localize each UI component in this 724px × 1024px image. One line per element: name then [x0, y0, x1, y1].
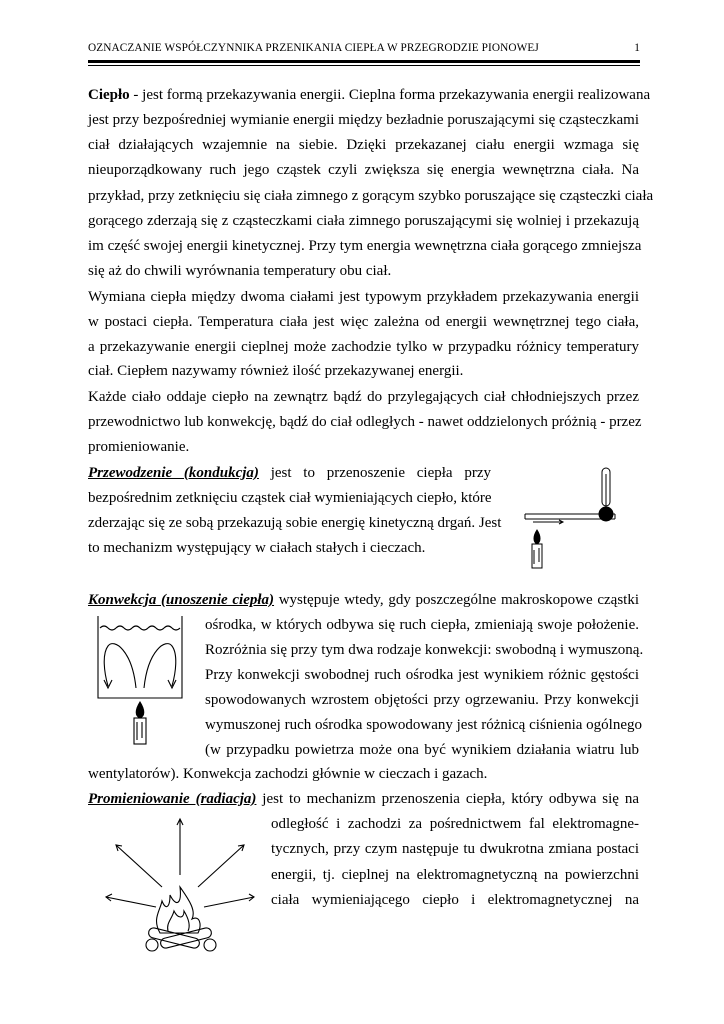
radiation-line: tycznych, przy czym następuje tu dwukrotna zmiana postaci — [271, 841, 639, 857]
convection-line: ośrodka, w których odbywa się ruch ciepła, zmieniają swoje położenie. — [205, 617, 639, 633]
radiation-illustration — [100, 815, 260, 965]
term-radiation: Promieniowanie (radiacja) — [88, 791, 257, 807]
conduction-line: bezpośrednim zetknięciu cząstek ciał wymieniających ciepło, które — [88, 490, 492, 506]
convection-line: wymuszonej ruch ośrodka spowodowany jest różnicą ciśnienia ogólnego — [205, 717, 642, 733]
header-title: OZNACZANIE WSPÓŁCZYNNIKA PRZENIKANIA CIEPŁA W PRZEGRODZIE PIONOWEJ — [88, 42, 539, 54]
radiation-ray — [198, 845, 244, 887]
convection-current-right — [144, 644, 176, 688]
term-convection: Konwekcja (unoszenie ciepła) — [88, 592, 275, 608]
convection-line: spowodowanych wzrostem objętości przy ogrzewaniu. Przy konwekcji — [205, 692, 639, 708]
modes-line: Każde ciało oddaje ciepło na zewnątrz bądź do przylegających ciał chłodniejszych przez — [88, 389, 639, 405]
convection-line: Przy konwekcji swobodnej ruch ośrodka jest wynikiem różnic gęstości — [205, 667, 639, 683]
radiation-line: Promieniowanie (radiacja) jest to mechanizm przenoszenia ciepła, który odbywa się na — [88, 791, 639, 807]
conduction-line: Przewodzenie (kondukcja) jest to przenoszenie ciepła przy — [88, 465, 491, 481]
radiation-ray — [106, 897, 156, 907]
intro-line: przykład, przy zetknięciu się ciała zimnego z gorącym szybko poruszające się cząsteczki ciała — [88, 188, 654, 204]
intro-line: im część swojej energii kinetycznej. Przy tym energia wewnętrzna ciała gorącego zmniejsza — [88, 238, 642, 254]
header-rule-thin — [88, 65, 640, 66]
intro-line: gorącego zderzają się z cząsteczkami ciała zimnego poruszającymi się wolniej i przekazują — [88, 213, 639, 229]
page-header — [88, 42, 640, 54]
radiation-ray — [204, 897, 254, 907]
convection-illustration — [92, 610, 192, 750]
candle-flame-icon — [534, 530, 540, 544]
radiation-line: ciała wymieniającego ciepło i elektromagnetycznej na — [271, 892, 639, 908]
convection-line: wentylatorów). Konwekcja zachodzi głównie w cieczach i gazach. — [88, 766, 488, 782]
exchange-line: w postaci ciepła. Temperatura ciała jest więc zależna od energii wewnętrznej tego ciała, — [88, 314, 639, 330]
intro-line: jest przy bezpośredniej wymianie energii między bezładnie poruszającymi się cząsteczkami — [88, 112, 639, 128]
conduction-line: to mechanizm występujący w ciałach stałych i cieczach. — [88, 540, 426, 556]
intro-line: nieuporządkowany ruch jego cząstek czyli zwiększa się energia wewnętrzna ciała. Na — [88, 162, 639, 178]
radiation-line: odległość i zachodzi za pośrednictwem fal elektromagne- — [271, 816, 639, 832]
exchange-line: Wymiana ciepła między dwoma ciałami jest typowym przykładem przekazywania energii — [88, 289, 639, 305]
modes-line: przewodnictwo lub konwekcję, bądź do ciał odległych - nawet oddzielonych próżnią - przez — [88, 414, 642, 430]
convection-line: Rozróżnia się przy tym dwa rodzaje konwekcji: swobodną i wymuszoną. — [205, 642, 644, 658]
term-heat: Ciepło — [88, 87, 130, 103]
candle-flame-icon — [136, 702, 144, 718]
modes-line: promieniowanie. — [88, 439, 190, 455]
intro-line: się aż do chwili wyrównania temperatury obu ciał. — [88, 263, 392, 279]
conduction-illustration — [515, 462, 620, 574]
conduction-line: zderzając się ze sobą przekazują sobie energię kinetyczną drgań. Jest — [88, 515, 502, 531]
radiation-line: energii, tj. cieplnej na elektromagnetyczną na powierzchni — [271, 867, 639, 883]
convection-line: (w przypadku powietrza może ona być wynikiem działania wiatru lub — [205, 742, 639, 758]
radiation-ray — [116, 845, 162, 887]
term-conduction: Przewodzenie (kondukcja) — [88, 465, 259, 481]
exchange-line: a przekazywanie energii cieplnej może zachodzie tylko w przypadku różnicy temperatury — [88, 339, 639, 355]
flame-icon — [157, 887, 200, 933]
exchange-line: ciał. Ciepłem nazywamy również ilość przekazywanej energii. — [88, 363, 464, 379]
convection-line: Konwekcja (unoszenie ciepła) występuje wtedy, gdy poszczególne makroskopowe cząstki — [88, 592, 639, 608]
convection-current-left — [104, 644, 136, 688]
page-number: 1 — [634, 42, 640, 54]
header-rule-thick — [88, 60, 640, 63]
intro-line: ciał działających wzajemnie na siebie. Dzięki przekazanej ciału energii wzmaga się — [88, 137, 639, 153]
candle-icon — [134, 718, 146, 744]
intro-line: Ciepło - jest formą przekazywania energii. Cieplna forma przekazywania energii realizowana — [88, 87, 651, 103]
